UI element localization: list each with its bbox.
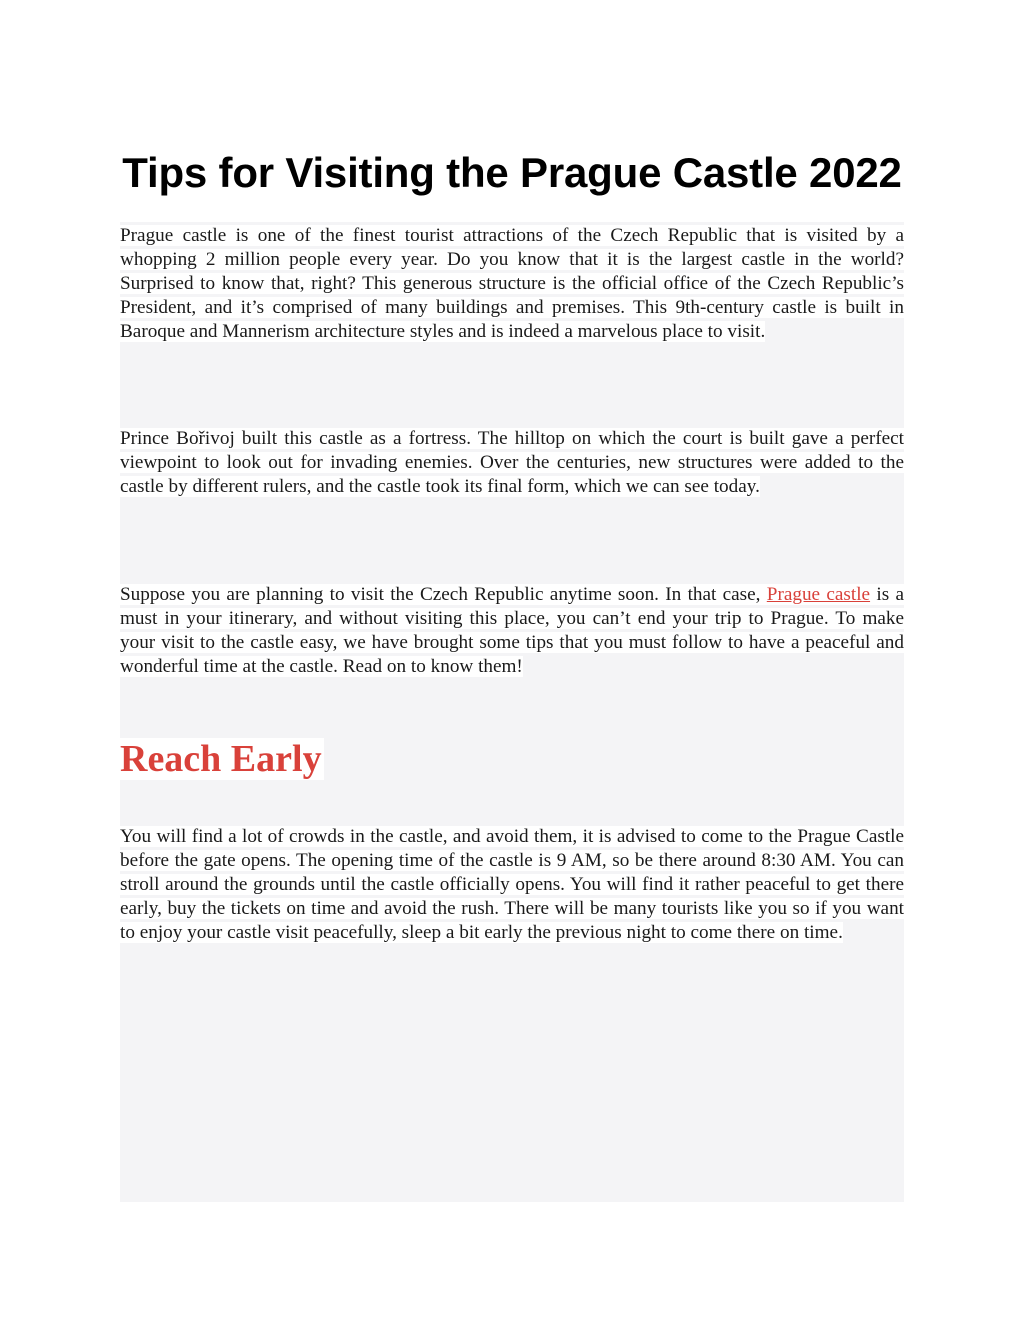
history-text: Prince Bořivoj built this castle as a fortress. The hilltop on which the court is built gave a perfect viewpoint to look out for invading enemies. Over the centuries, new structures were added to the castle by different rulers, and the castle took its final form, which we can see today. [120, 428, 904, 497]
planning-text-before-link: Suppose you are planning to visit the Czech Republic anytime soon. In that case, [120, 584, 767, 605]
planning-text-after-link: is a must in your itinerary, and without visiting this place, you can’t end your trip to Prague. To make your visit to the castle easy, we have brought some tips that you must follow to have a peaceful and wonderful time at the castle. Read on to know them! [120, 584, 904, 677]
prague-castle-link[interactable]: Prague castle [766, 584, 871, 605]
article-content [120, 222, 904, 1202]
section-heading-reach-early [120, 734, 324, 784]
section-heading-text: Reach Early [120, 738, 322, 780]
reach-early-text: You will find a lot of crowds in the castle, and avoid them, it is advised to come to the Prague Castle before the gate opens. The opening time of the castle is 9 AM, so be there around 8:30 AM. You can stroll around the grounds until the castle officially opens. You will find it rather peaceful to get there early, buy the tickets on time and avoid the rush. There will be many tourists like you so if you want to enjoy your castle visit peacefully, sleep a bit early the previous night to come there on time. [120, 826, 904, 943]
planning-paragraph [120, 583, 904, 679]
intro-paragraph [120, 224, 904, 344]
page-title: Tips for Visiting the Prague Castle 2022 [122, 149, 902, 196]
intro-text: Prague castle is one of the finest tourist attractions of the Czech Republic that is visited by a whopping 2 million people every year. Do you know that it is the largest castle in the world? Surprised to know that, right? This generous structure is the official office of the Czech Republic’s President, and it’s comprised of many buildings and premises. This 9th-century castle is built in Baroque and Mannerism architecture styles and is indeed a marvelous place to visit. [120, 225, 904, 342]
reach-early-paragraph [120, 825, 904, 945]
history-paragraph [120, 427, 904, 499]
planning-text [120, 584, 904, 677]
